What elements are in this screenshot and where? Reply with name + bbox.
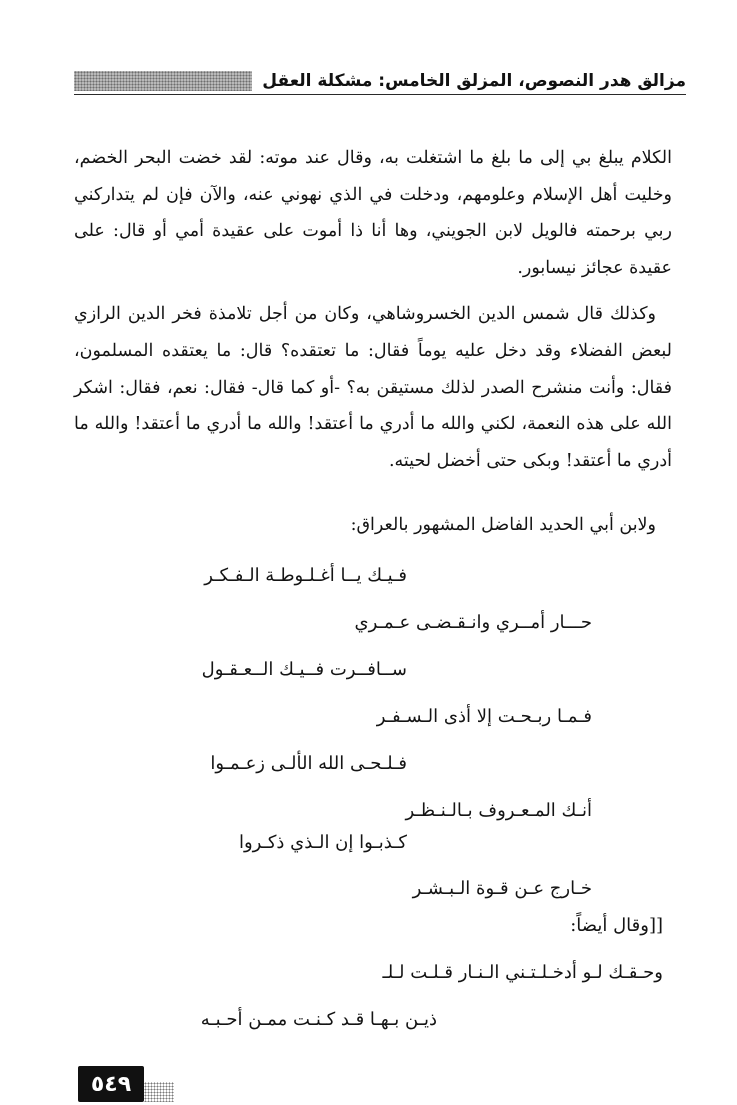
- poem-verse: فـلـحـى الله الألـى زعـمـوا: [210, 753, 407, 774]
- body-text: [74, 140, 672, 479]
- page-number: ٥٤٩: [78, 1066, 144, 1102]
- page-number-ornament: [144, 1082, 174, 1102]
- poem-verse: حـــار أمــري وانـقـضـى عـمـري: [354, 612, 592, 633]
- poem-intro: [[وقال أيضاً:: [570, 915, 663, 936]
- poem-verse: فـمـا ربـحـت إلا أذى الـسـفـر: [376, 706, 592, 727]
- header-ornament-bar: [74, 71, 252, 91]
- paragraph: وكذلك قال شمس الدين الخسروشاهي، وكان من أجل تلامذة فخر الدين الرازي لبعض الفضلاء وقد دخل عليه يوماً فقال: ما تعتقده؟ قال: ما يعتقده المسلمون، فقال: وأنت منشرح الصدر لذلك مستيقن به؟ -أو كما قال- فقال: نعم، فقال: اشكر الله على هذه النعمة، لكني والله ما أدري ما أعتقد! والله ما أدري ما أعتقد! والله ما أدري ما أعتقد! وبكى حتى أخضل لحيته.: [74, 304, 672, 471]
- poem-verse: كـذبـوا إن الـذي ذكـروا: [238, 832, 407, 853]
- poem-intro: ولابن أبي الحديد الفاضل المشهور بالعراق:: [350, 515, 656, 535]
- running-header: [74, 68, 686, 95]
- poem-verse: ذيـن بـهـا قـد كـنـت ممـن أحـبـه: [200, 1009, 437, 1030]
- poem-verse: أنـك المـعـروف بـالـنـظـر: [405, 800, 592, 821]
- poem-verse: وحـقـك لـو أدخـلـتـني الـنـار قـلـت لـلـ: [382, 962, 663, 983]
- running-header-title: مزالق هدر النصوص، المزلق الخامس: مشكلة العقل: [262, 71, 686, 91]
- poem-verse: خـارج عـن قـوة الـبـشـر: [412, 878, 592, 899]
- poem-verse: فـيـك يــا أغـلـوطـة الـفـكـر: [204, 565, 407, 586]
- poem-verse: ســافــرت فــيـك الــعـقـول: [201, 659, 407, 680]
- paragraph: الكلام يبلغ بي إلى ما بلغ ما اشتغلت به، وقال عند موته: لقد خضت البحر الخضم، وخليت أهل الإسلام وعلومهم، ودخلت في الذي نهوني عنه، والآن فإن لم يتداركني ربي برحمته فالويل لابن الجويني، وها أنا ذا أموت على عقيدة أمي أو قال: على عقيدة عجائز نيسابور.: [74, 148, 672, 278]
